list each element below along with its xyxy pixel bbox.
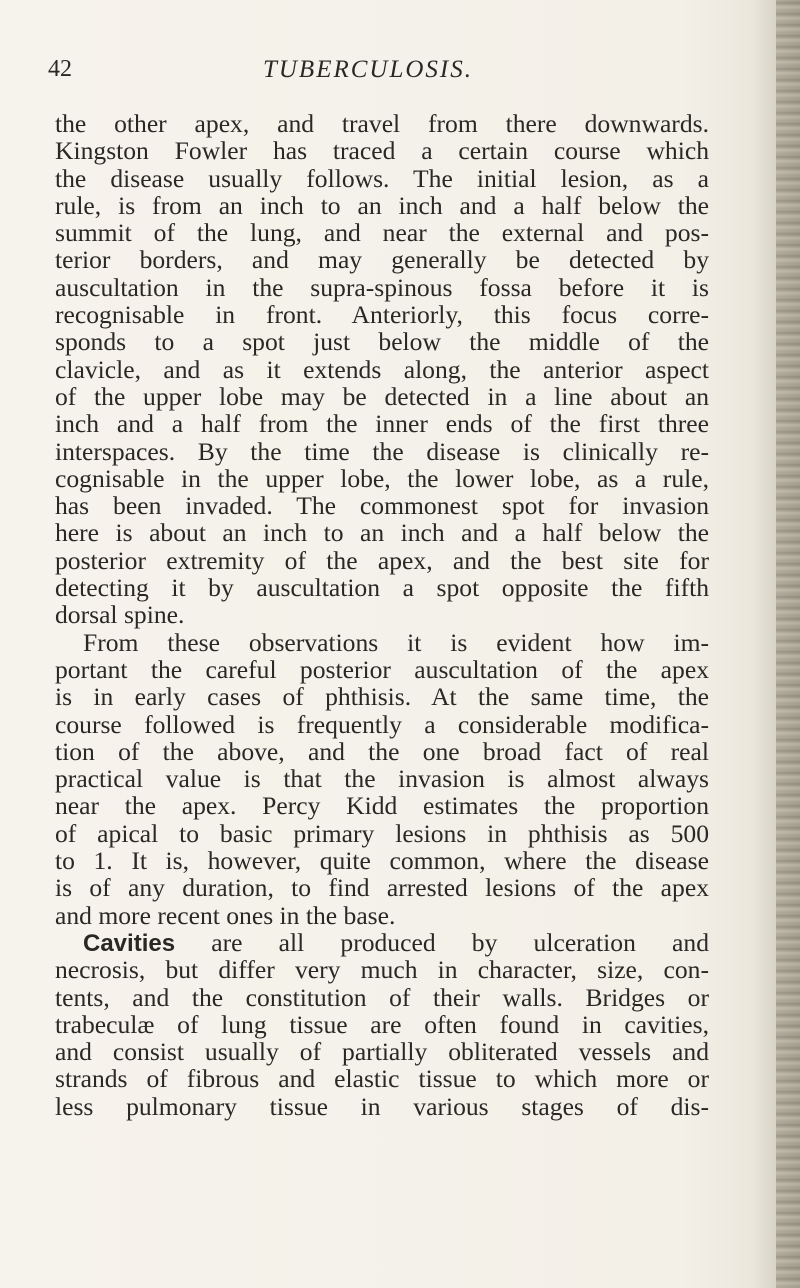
text-line: of apical to basic primary lesions in phthisis as 500 [55,818,709,848]
page-number: 42 [48,56,72,82]
text-line: auscultation in the supra-spinous fossa before it is [55,272,709,302]
text-line: recognisable in front. Anteriorly, this focus corre- [55,300,709,330]
text-line: necrosis, but differ very much in character, size, con- [55,955,709,985]
paragraph-1 [55,110,709,629]
text-line: is in early cases of phthisis. At the same time, the [55,682,709,712]
text-line: the other apex, and travel from there downwards. [55,109,709,138]
text-line: to 1. It is, however, quite common, where the disease [55,846,709,876]
text-line: near the apex. Percy Kidd estimates the proportion [55,791,709,821]
text-line: sponds to a spot just below the middle of the [55,327,709,357]
text-line: clavicle, and as it extends along, the anterior aspect [55,354,709,384]
text-line: practical value is that the invasion is almost always [55,764,709,794]
text-line: From these observations it is evident how im- [83,627,709,657]
text-line: has been invaded. The commonest spot for invasion [55,491,709,521]
running-head: TUBERCULOSIS. [262,56,474,83]
text-line: trabeculæ of lung tissue are often found in cavities, [55,1009,709,1039]
text-line: tion of the above, and the one broad fact of real [55,736,709,766]
text-line: the disease usually follows. The initial lesion, as a [55,163,709,193]
text-line: less pulmonary tissue in various stages of dis- [55,1091,709,1121]
text-line: Kingston Fowler has traced a certain course which [55,136,709,166]
text-line: terior borders, and may generally be detected by [55,245,709,275]
text-line: is of any duration, to find arrested lesions of the apex [55,873,709,903]
text-line: and more recent ones in the base. [55,900,396,930]
text-line: rule, is from an inch to an inch and a half below the [55,190,709,220]
text-line: portant the careful posterior auscultation of the apex [55,654,709,684]
text-line: summit of the lung, and near the external and pos- [55,218,709,248]
page-edge-shadow [776,0,800,1288]
paragraph-3 [55,929,709,1120]
text-line: interspaces. By the time the disease is clinically re- [55,436,709,466]
text-line: tents, and the constitution of their walls. Bridges or [55,982,709,1012]
text-line: posterior extremity of the apex, and the best site for [55,545,709,575]
text-line: detecting it by auscultation a spot opposite the fifth [55,573,709,603]
body-text [55,110,709,1120]
text-line: and consist usually of partially obliterated vessels and [55,1037,709,1067]
heading-continuation: are all produced by ulceration and [211,927,709,957]
text-line: cognisable in the upper lobe, the lower lobe, as a rule, [55,463,709,493]
paragraph-2 [55,629,709,929]
text-line [55,929,709,956]
text-line: of the upper lobe may be detected in a line about an [55,381,709,411]
cavities-heading: Cavities [83,929,176,957]
page-header [48,56,688,96]
text-line: here is about an inch to an inch and a half below the [55,518,709,548]
text-line: inch and a half from the inner ends of the first three [55,409,709,439]
text-line: course followed is frequently a considerable modifica- [55,709,709,739]
text-line: dorsal spine. [55,600,185,630]
text-line: strands of fibrous and elastic tissue to which more or [55,1064,709,1094]
